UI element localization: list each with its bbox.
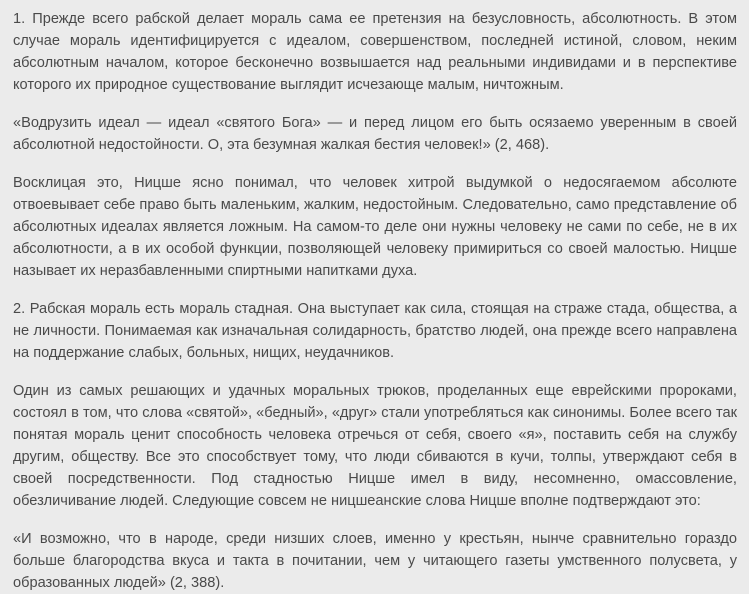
paragraph-herd-morality: 2. Рабская мораль есть мораль стадная. Она выступает как сила, стоящая на страже стада, общества, а не личности. Понимаемая как изначальная солидарность, братство людей, она прежде всего направлена на поддержание слабых, больных, нищих, неудачников. xyxy=(13,301,737,361)
quote-holy-god: «Водрузить идеал — идеал «святого Бога» — и перед лицом его быть осязаемо уверенным в своей абсолютной недостойности. О, эта безумная жалкая бестия человек!» (2, 468). xyxy=(13,115,737,153)
article-body xyxy=(13,0,737,591)
paragraph-slave-morality-absolute: 1. Прежде всего рабской делает мораль сама ее претензия на безусловность, абсолютность. В этом случае мораль идентифицируется с идеалом, совершенством, последней истиной, словом, неким абсолютным началом, которое бесконечно возвышается над реальными индивидами и в перспективе которого их природное существование выглядит исчезающе малым, ничтожным. xyxy=(13,11,737,93)
paragraph-moral-tricks: Один из самых решающих и удачных моральных трюков, проделанных еще еврейскими пророками, состоял в том, что слова «святой», «бедный», «друг» стали употребляться как синонимы. Более всего так понятая мораль ценит способность человека отречься от себя, своего «я», поставить себя на службу другим, обществу. Все это способствует тому, что люди сбиваются в кучи, толпы, утверждают себя в своей посредственности. Под стадностью Ницше имел в виду, несомненно, омассовление, обезличивание людей. Следующие совсем не ницшеанские слова Ницше вполне подтверждают это: xyxy=(13,383,737,509)
paragraph-nietzsche-understood: Восклицая это, Ницше ясно понимал, что человек хитрой выдумкой о недосягаемом абсолюте отвоевывает себе право быть маленьким, жалким, недостойным. Следовательно, само представление об абсолютных идеалах является ложным. На самом-то деле они нужны человеку не сами по себе, не в их абсолютности, а в их особой функции, позволяющей человеку примириться со своей малостью. Ницше называет их неразбавленными спиртными напитками духа. xyxy=(13,175,737,279)
quote-peasants: «И возможно, что в народе, среди низших слоев, именно у крестьян, нынче сравнительно гораздо больше благородства вкуса и такта в почитании, чем у читающего газеты умственного полусвета, у образованных людей» (2, 388). xyxy=(13,531,737,591)
